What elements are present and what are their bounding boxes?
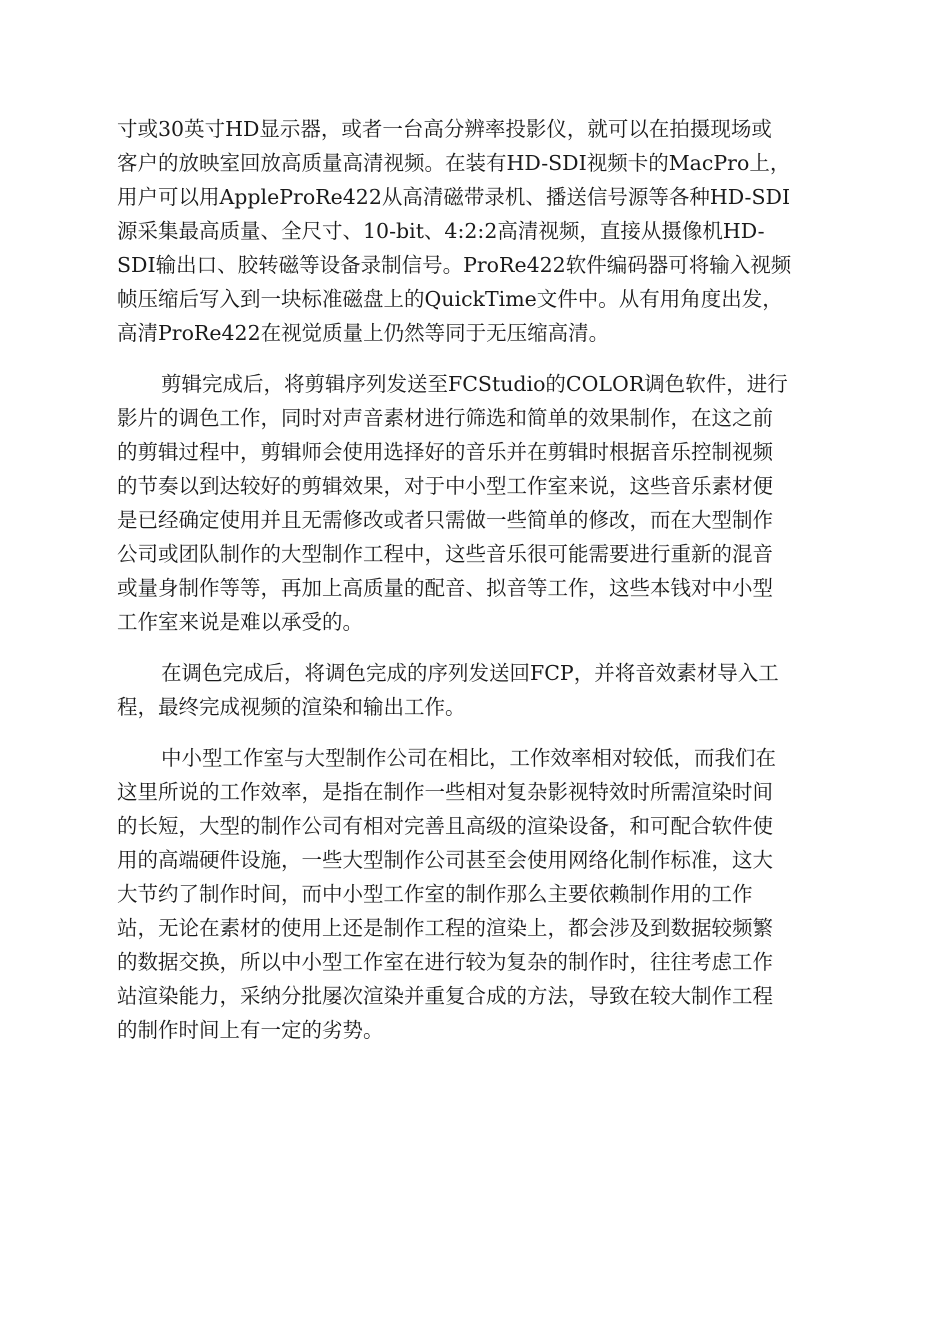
text-line: 的制作时间上有一定的劣势。 [117, 1018, 384, 1042]
text-line: 站渲染能力，采纳分批屡次渲染并重复合成的方法，导致在较大制作工程 [117, 984, 773, 1008]
text-line: 的剪辑过程中，剪辑师会使用选择好的音乐并在剪辑时根据音乐控制视频 [117, 440, 773, 464]
text-line: 或量身制作等等，再加上高质量的配音、拟音等工作，这些本钱对中小型 [117, 576, 773, 600]
text-line: 是已经确定使用并且无需修改或者只需做一些简单的修改，而在大型制作 [117, 508, 773, 532]
text-line: 的长短，大型的制作公司有相对完善且高级的渲染设备，和可配合软件使 [117, 814, 773, 838]
text-line: 高清ProRe422在视觉质量上仍然等同于无压缩高清。 [117, 321, 610, 345]
paragraph-2 [117, 367, 833, 639]
text-line: 的数据交换，所以中小型工作室在进行较为复杂的制作时，往往考虑工作 [117, 950, 773, 974]
text-line: 站，无论在素材的使用上还是制作工程的渲染上，都会涉及到数据较频繁 [117, 916, 773, 940]
text-line: 大节约了制作时间，而中小型工作室的制作那么主要依赖制作用的工作 [117, 882, 753, 906]
text-line: 用的高端硬件设施，一些大型制作公司甚至会使用网络化制作标准，这大 [117, 848, 773, 872]
text-line: 帧压缩后写入到一块标准磁盘上的QuickTime文件中。从有用角度出发， [117, 287, 783, 311]
paragraph-4 [117, 741, 833, 1047]
text-line: 的节奏以到达较好的剪辑效果，对于中小型工作室来说，这些音乐素材便 [117, 474, 773, 498]
text-line: 公司或团队制作的大型制作工程中，这些音乐很可能需要进行重新的混音 [117, 542, 773, 566]
text-line: 影片的调色工作，同时对声音素材进行筛选和简单的效果制作，在这之前 [117, 406, 773, 430]
text-line: 程，最终完成视频的渲染和输出工作。 [117, 695, 466, 719]
text-line: 剪辑完成后，将剪辑序列发送至FCStudio的COLOR调色软件，进行 [161, 372, 788, 396]
text-line: 中小型工作室与大型制作公司在相比，工作效率相对较低，而我们在 [161, 746, 776, 770]
text-line: 客户的放映室回放高质量高清视频。在装有HD-SDI视频卡的MacPro上， [117, 151, 791, 175]
text-line: SDI输出口、胶转磁等设备录制信号。ProRe422软件编码器可将输入视频 [117, 253, 792, 277]
paragraph-3 [117, 656, 833, 724]
text-line: 这里所说的工作效率，是指在制作一些相对复杂影视特效时所需渲染时间 [117, 780, 773, 804]
text-line: 在调色完成后，将调色完成的序列发送回FCP，并将音效素材导入工 [161, 661, 779, 685]
text-line: 工作室来说是难以承受的。 [117, 610, 363, 634]
paragraph-1 [117, 112, 833, 350]
text-line: 源采集最高质量、全尺寸、10-bit、4:2:2高清视频，直接从摄像机HD- [117, 219, 765, 243]
text-line: 寸或30英寸HD显示器，或者一台高分辨率投影仪，就可以在拍摄现场或 [117, 117, 772, 141]
text-line: 用户可以用AppleProRe422从高清磁带录机、播送信号源等各种HD-SDI [117, 185, 791, 209]
document-page [117, 112, 833, 1064]
